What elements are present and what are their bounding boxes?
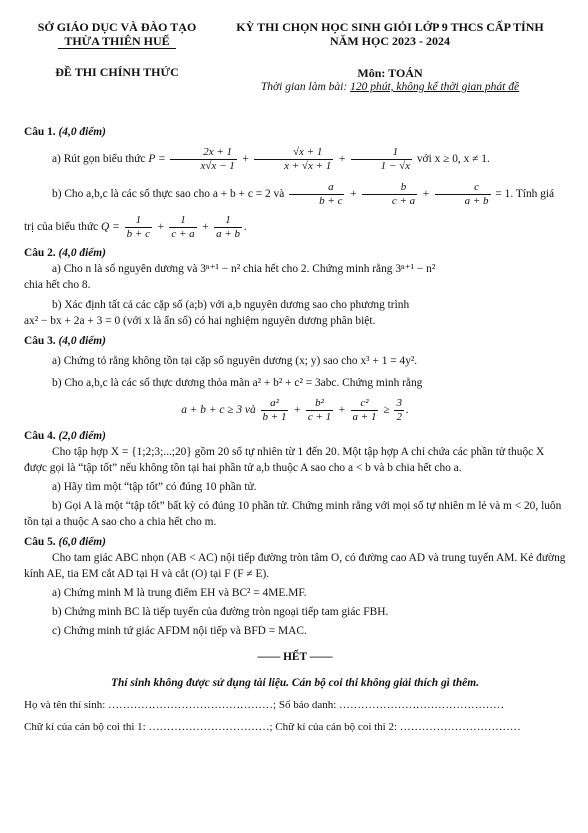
q4-points: (2,0 điểm) bbox=[58, 430, 106, 442]
q1a bbox=[24, 146, 566, 173]
q1b-text: b) Cho a,b,c là các số thực sao cho a + b + c = 2 và bbox=[52, 188, 285, 201]
end-marker: —— HẾT —— bbox=[257, 651, 333, 663]
q1b-line2 bbox=[24, 214, 566, 241]
q4-title bbox=[24, 428, 566, 444]
q1a-suffix: với x ≥ 0, x ≠ 1. bbox=[416, 153, 490, 166]
q2-label: Câu 2. bbox=[24, 247, 56, 259]
exam-subject: Môn: TOÁN bbox=[357, 66, 423, 80]
q1b-line2-text: trị của biểu thức bbox=[24, 221, 99, 234]
header-exam-info bbox=[205, 20, 575, 94]
time-value: 120 phút, không kể thời gian phát đề bbox=[350, 81, 520, 93]
q4b: b) Gọi A là một “tập tốt” bất kỳ có đúng 10 phần tử. Chứng minh rằng với mọi số tự nhiên m lẻ và m < 20, luôn tồn tại a thuộc A sao cho a chia hết cho m. bbox=[24, 500, 562, 528]
header-department bbox=[22, 20, 212, 79]
q4-intro: Cho tập hợp X = {1;2;3;...;20} gồm 20 số tự nhiên từ 1 đến 20. Một tập hợp A chỉ chứa các phần tử thuộc X được gọi là “tập tốt” nếu không tồn tại hai phần tử a,b thuộc A sao cho a < b và b chia hết cho a. bbox=[24, 446, 545, 474]
q1b-q-formula: Q = $\frac{1}{b + c}$ + $\frac{1}{c + a}$ + $\frac{1}{a + b}$ . bbox=[101, 214, 247, 240]
q3-title bbox=[24, 333, 566, 349]
q4a: a) Hãy tìm một “tập tốt” có đúng 10 phần tử. bbox=[52, 481, 257, 493]
q3b-formula: a + b + c ≥ 3 và $\frac{\text{a²}}{b + 1}$ + $\frac{\text{b²}}{c + 1}$ + $\frac{\text{c²}}{a + 1}$ ≥ $\frac{3}{2}$ . bbox=[181, 397, 409, 423]
q2-points: (4,0 điểm) bbox=[58, 247, 106, 259]
q2a-cont: chia hết cho 8. bbox=[24, 279, 91, 291]
q1-label: Câu 1. bbox=[24, 126, 56, 138]
official-label: ĐỀ THI CHÍNH THỨC bbox=[55, 65, 179, 79]
q3-points: (4,0 điểm) bbox=[58, 335, 106, 347]
q5c: c) Chứng minh tứ giác AFDM nội tiếp và BFD = MAC. bbox=[52, 625, 307, 637]
q2b-cont: ax² − bx + 2a + 3 = 0 (với x là ẩn số) có hai nghiệm nguyên dương phân biệt. bbox=[24, 315, 376, 327]
q3b-formula-prefix: a + b + c ≥ 3 và bbox=[181, 404, 256, 417]
exam-note: Thí sinh không được sử dụng tài liệu. Cán bộ coi thi không giải thích gì thêm. bbox=[111, 677, 479, 689]
q1b bbox=[24, 181, 566, 208]
q3a: a) Chứng tỏ rằng không tồn tại cặp số nguyên dương (x; y) sao cho x³ + 1 = 4y². bbox=[52, 355, 418, 367]
q5-intro: Cho tam giác ABC nhọn (AB < AC) nội tiếp đường tròn tâm O, có đường cao AD và trung tuyến AM. Kẻ đường kính AE, tia EM cắt AD tại H và cắt (O) tại F (F ≠ E). bbox=[24, 552, 566, 580]
q1b-formula: $\frac{a}{b + c}$ + $\frac{b}{c + a}$ + $\frac{c}{a + b}$ bbox=[287, 188, 495, 200]
q1-title bbox=[24, 124, 566, 140]
q4-label: Câu 4. bbox=[24, 430, 56, 442]
exam-content bbox=[24, 120, 566, 735]
candidate-info-line: Họ và tên thí sinh: ………………………………………; Số báo danh: ……………………………………… bbox=[24, 699, 505, 711]
q1a-formula: P = $\frac{2x + 1}{x√x - 1}$ + $\frac{√x + 1}{x + √x + 1}$ + $\frac{1}{1 - √x}$ bbox=[148, 146, 410, 172]
exam-year: NĂM HỌC 2023 - 2024 bbox=[330, 34, 450, 48]
q5a: a) Chứng minh M là trung điểm EH và BC² = 4ME.MF. bbox=[52, 587, 307, 599]
q1a-prefix: a) Rút gọn biểu thức bbox=[52, 153, 149, 166]
q5-title bbox=[24, 534, 566, 550]
exam-title: KỲ THI CHỌN HỌC SINH GIỎI LỚP 9 THCS CẤP TỈNH bbox=[236, 20, 544, 34]
q5-points: (6,0 điểm) bbox=[58, 536, 106, 548]
q5-label: Câu 5. bbox=[24, 536, 56, 548]
q3b: b) Cho a,b,c là các số thực dương thỏa mãn a² + b² + c² = 3abc. Chứng minh rằng bbox=[52, 377, 423, 389]
proctor-signature-line: Chữ kí của cán bộ coi thi 1: ……………………………; Chữ kí của cán bộ coi thi 2: …………………………… bbox=[24, 721, 521, 733]
q3-label: Câu 3. bbox=[24, 335, 56, 347]
dept-line2: THỪA THIÊN HUẾ bbox=[58, 34, 175, 49]
exam-time bbox=[205, 80, 575, 94]
q5b: b) Chứng minh BC là tiếp tuyến của đường tròn ngoại tiếp tam giác FBH. bbox=[52, 606, 389, 618]
dept-line1: SỞ GIÁO DỤC VÀ ĐÀO TẠO bbox=[37, 20, 197, 34]
q1b-end: = 1. Tính giá bbox=[495, 188, 555, 201]
q2b: b) Xác định tất cả các cặp số (a;b) với a,b nguyên dương sao cho phương trình bbox=[52, 299, 410, 311]
q2a: a) Cho n là số nguyên dương và 3ⁿ⁺¹ − n² chia hết cho 2. Chứng minh rằng 3ⁿ⁺¹ − n² bbox=[52, 263, 436, 275]
time-prefix: Thời gian làm bài: bbox=[260, 81, 351, 93]
q2-title bbox=[24, 245, 566, 261]
q1-points: (4,0 điểm) bbox=[58, 126, 106, 138]
